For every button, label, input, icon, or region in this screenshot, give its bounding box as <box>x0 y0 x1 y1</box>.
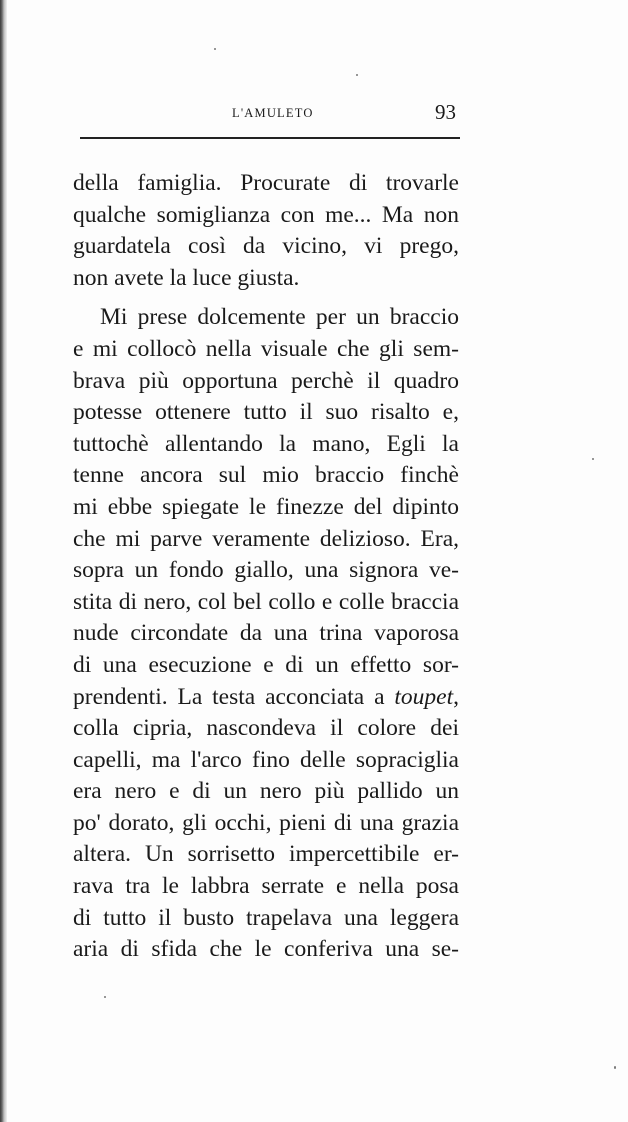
paper-speck <box>356 74 358 76</box>
text-line: brava più opportuna perchè il quadro <box>73 367 459 394</box>
text-line: capelli, ma l'arco fino delle sopraciglia <box>73 746 459 773</box>
paper-speck <box>592 458 594 460</box>
text-line: sopra un fondo giallo, una signora ve- <box>73 557 459 584</box>
text-line: stita di nero, col bel collo e colle braccia <box>73 588 459 615</box>
paper-speck <box>104 996 106 998</box>
text-line: qualche somiglianza con me... Ma non <box>73 201 459 228</box>
text-line: e mi collocò nella visuale che gli sem- <box>73 335 459 362</box>
text-line: non avete la luce giusta. <box>73 264 300 291</box>
italic-word: toupet <box>394 683 454 710</box>
header-rule <box>80 137 460 139</box>
text-line: mi ebbe spiegate le finezze del dipinto <box>73 493 459 520</box>
text-line: Mi prese dolcemente per un braccio <box>100 304 459 331</box>
running-title: L'AMULETO <box>232 106 314 120</box>
text-line: rava tra le labbra serrate e nella posa <box>73 873 459 900</box>
text-line: che mi parve veramente delizioso. Era, <box>73 525 459 552</box>
text-line: della famiglia. Procurate di trovarle <box>73 170 459 196</box>
text-line: di tutto il busto trapelava una leggera <box>73 904 459 931</box>
text-line: guardatela così da vicino, vi prego, <box>73 233 459 260</box>
text-line: era nero e di un nero più pallido un <box>73 778 459 805</box>
text-line: po' dorato, gli occhi, pieni di una grazia <box>73 809 459 836</box>
text-line: di una esecuzione e di un effetto sor- <box>73 651 459 678</box>
body-text <box>73 168 459 966</box>
text-line: altera. Un sorrisetto impercettibile er- <box>73 841 459 868</box>
text-line: potesse ottenere tutto il suo risalto e, <box>73 399 459 426</box>
paper-speck <box>614 1066 616 1069</box>
text-line: aria di sfida che le conferiva una se- <box>73 936 459 963</box>
paper-speck <box>214 48 216 50</box>
text-line: nude circondate da una trina vaporosa <box>73 620 459 647</box>
text-line: colla cipria, nascondeva il colore dei <box>73 715 459 742</box>
page-binding-edge <box>0 0 7 1122</box>
page-number: 93 <box>435 100 456 124</box>
text-line: tenne ancora sul mio braccio finchè <box>73 462 459 489</box>
text-line: prendenti. La testa acconciata a toupet, <box>73 683 459 710</box>
page-header <box>80 98 458 128</box>
paragraph-gap <box>73 294 459 302</box>
text-line: tuttochè allentando la mano, Egli la <box>73 430 459 457</box>
